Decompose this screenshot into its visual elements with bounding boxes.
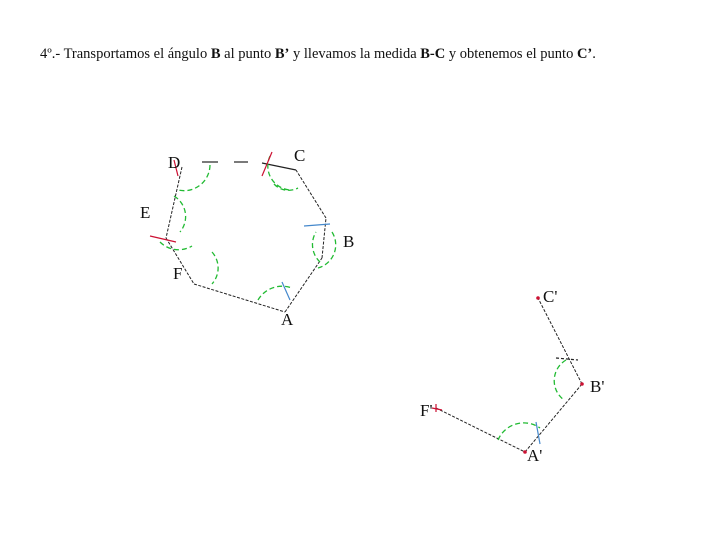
label-f: F xyxy=(173,264,183,283)
hexagon-sides xyxy=(166,167,326,312)
label-c: C xyxy=(294,146,306,165)
caption-part: C’ xyxy=(576,46,593,62)
caption-part: y obtenemos el punto xyxy=(445,46,577,62)
side-d-e xyxy=(166,167,182,238)
label-b-prime: B' xyxy=(590,377,605,396)
arc-at-f xyxy=(212,252,218,284)
caption-part: B-C xyxy=(420,46,446,62)
arc-at-b-prime xyxy=(554,360,566,400)
label-d: D xyxy=(168,153,181,172)
label-a: A xyxy=(281,310,294,329)
construction-point-marks xyxy=(523,296,584,454)
arc-at-a-prime xyxy=(498,423,540,440)
caption-part: . xyxy=(592,46,596,62)
segment-f-a-prime xyxy=(436,408,525,452)
arc-at-b xyxy=(312,232,320,262)
arc-at-c xyxy=(268,156,290,190)
label-b: B xyxy=(343,232,355,251)
caption-part: B’ xyxy=(274,46,290,62)
construction-ticks xyxy=(432,358,578,444)
arc-at-d xyxy=(178,165,210,191)
hexagon-side-c-d xyxy=(202,162,296,170)
caption-part: y llevamos la medida xyxy=(289,46,421,62)
label-a-prime: A' xyxy=(527,446,543,465)
side-a-b xyxy=(285,258,322,312)
segment-b-c-prime xyxy=(538,298,582,384)
arc-at-e-lower xyxy=(160,242,192,250)
mark-b-prime xyxy=(580,382,584,386)
label-c-prime: C' xyxy=(543,287,558,306)
arc-at-b-upper xyxy=(318,232,336,268)
caption-part: al punto xyxy=(220,46,275,62)
side-c-b-upper xyxy=(296,170,326,218)
caption-part: B xyxy=(210,46,221,62)
label-f-prime: F' xyxy=(420,401,433,420)
construction-arcs xyxy=(498,360,566,440)
caption-part: 4º.- Transportamos el ángulo xyxy=(40,46,211,62)
hexagon-angle-arcs xyxy=(160,156,336,300)
label-e: E xyxy=(140,203,151,222)
construction-lines xyxy=(436,298,582,452)
segment-a-b-prime xyxy=(525,384,582,452)
mark-c-prime xyxy=(536,296,540,300)
arc-at-e-upper xyxy=(174,196,186,232)
